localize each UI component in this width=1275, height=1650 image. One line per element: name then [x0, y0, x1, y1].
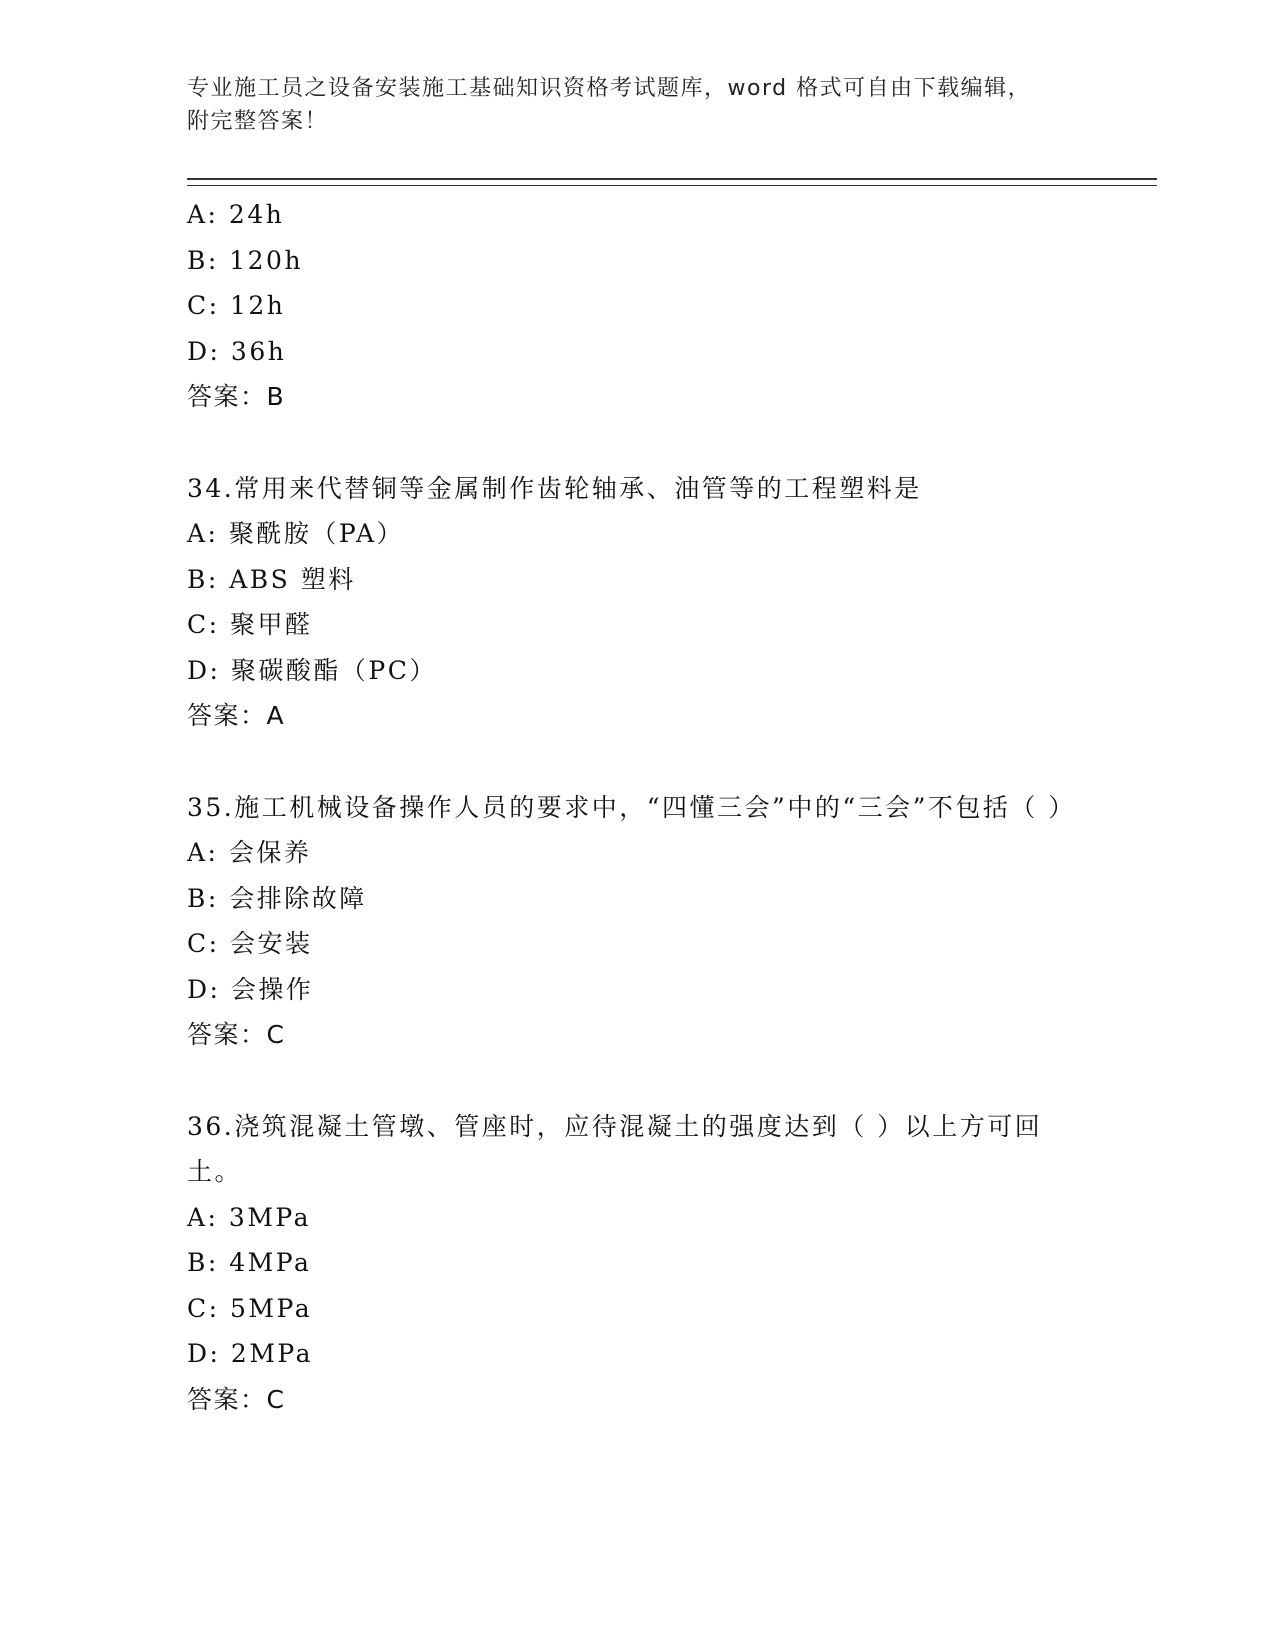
question-list — [187, 192, 1087, 1422]
question-stem: 34.常用来代替铜等金属制作齿轮轴承、油管等的工程塑料是 — [187, 473, 922, 503]
option-b: B: 会排除故障 — [187, 883, 367, 913]
answer-label: 答案：B — [187, 382, 286, 411]
option-c: C: 12h — [187, 291, 286, 320]
header-line-1: 专业施工员之设备安装施工基础知识资格考试题库，word 格式可自由下载编辑， — [187, 76, 1032, 101]
option-a: A: 3MPa — [187, 1202, 312, 1232]
option-c: C: 会安装 — [187, 929, 313, 958]
option-b: B: 120h — [187, 245, 304, 275]
spacer — [187, 739, 1087, 785]
spacer — [187, 1058, 1087, 1104]
option-a: A: 24h — [187, 200, 285, 229]
option-a: A: 会保养 — [187, 838, 312, 867]
option-b: B: 4MPa — [187, 1248, 312, 1277]
option-d: D: 36h — [187, 336, 287, 366]
option-d: D: 聚碳酸酯（PC） — [187, 655, 437, 685]
question-36 — [187, 1104, 1087, 1423]
question-34 — [187, 466, 1087, 739]
option-c: C: 聚甲醛 — [187, 610, 313, 639]
header-line-2: 附完整答案！ — [187, 109, 329, 134]
option-a: A: 聚酰胺（PA） — [187, 519, 405, 548]
question-stem: 36.浇筑混凝土管墩、管座时，应待混凝土的强度达到（ ）以上方可回土。 — [187, 1111, 1043, 1186]
option-b: B: ABS 塑料 — [187, 564, 356, 594]
answer-label: 答案：C — [187, 1384, 286, 1414]
question-35 — [187, 785, 1087, 1058]
option-d: D: 2MPa — [187, 1339, 314, 1368]
answer-label: 答案：A — [187, 701, 286, 730]
question-33 — [187, 192, 1087, 420]
answer-label: 答案：C — [187, 1020, 286, 1049]
spacer — [187, 420, 1087, 466]
option-c: C: 5MPa — [187, 1293, 313, 1323]
option-d: D: 会操作 — [187, 974, 314, 1004]
question-stem: 35.施工机械设备操作人员的要求中，“四懂三会”中的“三会”不包括（ ） — [187, 792, 1076, 822]
document-header — [187, 72, 1087, 138]
header-divider — [187, 178, 1157, 186]
